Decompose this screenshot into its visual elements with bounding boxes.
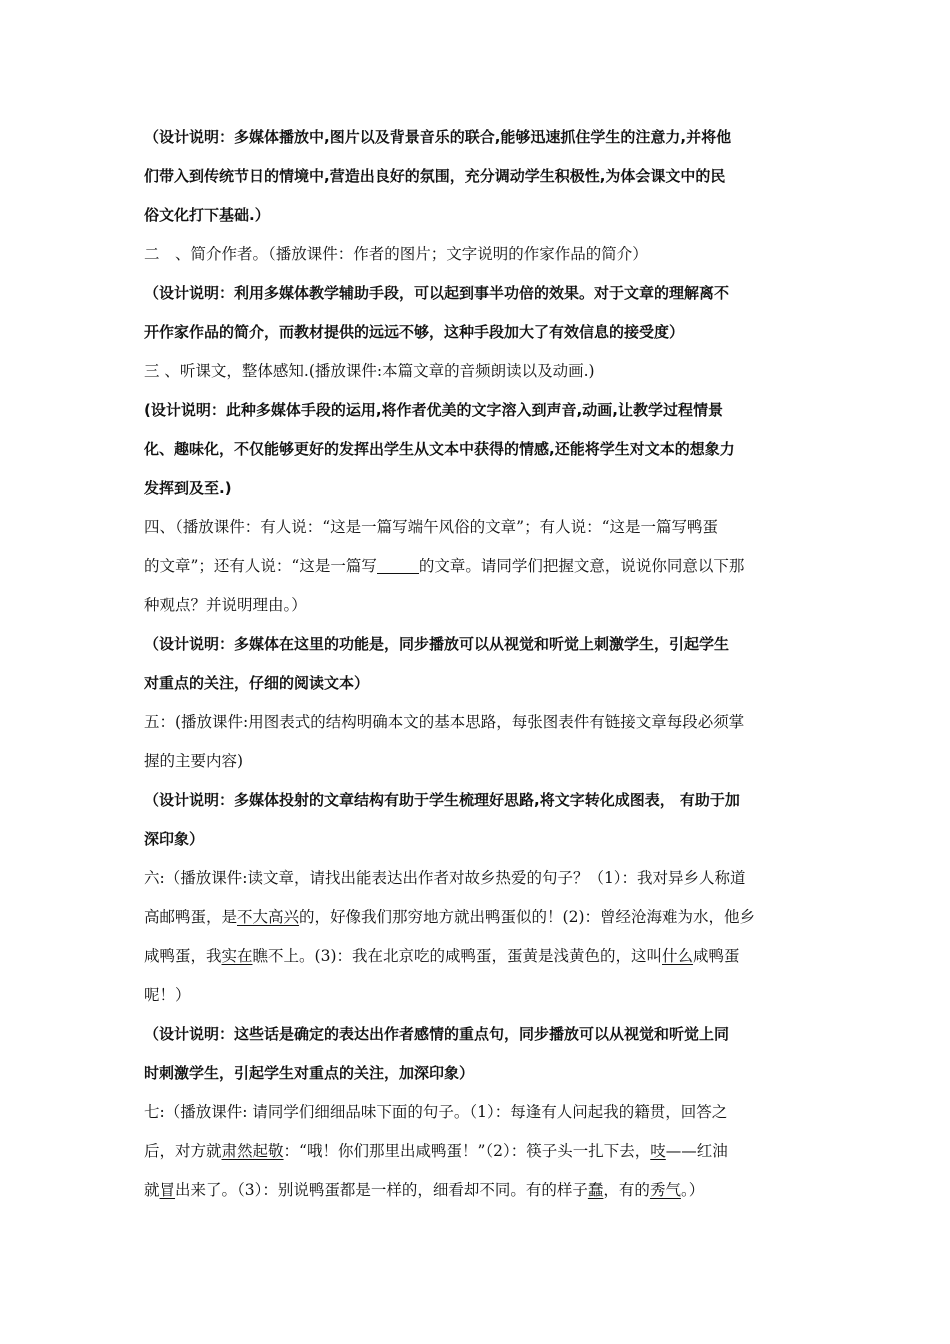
underlined-key-phrase: 冒 (159, 1181, 176, 1199)
design-note-line: （设计说明：多媒体播放中,图片以及背景音乐的联合,能够迅速抓住学生的注意力,并将他 (144, 128, 732, 146)
fill-in-blank (377, 555, 419, 574)
design-note-line: （设计说明：这些话是确定的表达出作者感情的重点句，同步播放可以从视觉和听觉上同 (144, 1025, 730, 1043)
text-segment: 咸鸭蛋 (693, 947, 740, 965)
underlined-key-phrase: 蠢 (587, 1181, 604, 1199)
lesson-step-line: 六:（播放课件:读文章，请找出能表达出作者对故乡热爱的句子？（1）：我对异乡人称道 (144, 869, 746, 887)
text-segment: 。） (680, 1181, 705, 1199)
lesson-step-line: 四、（播放课件：有人说：“这是一篇写端午风俗的文章”；有人说：“这是一篇写鸭蛋 (144, 518, 719, 536)
text-segment: 就 (144, 1181, 160, 1199)
lesson-step-line: 二 、简介作者。（播放课件：作者的图片；文字说明的作家作品的简介） (144, 245, 648, 263)
lesson-step-line (144, 937, 808, 976)
lesson-step-line: 七:（播放课件: 请同学们细细品味下面的句子。（1）：每逢有人问起我的籍贯，回答之 (144, 1103, 728, 1121)
text-segment: ：“哦！你们那里出咸鸭蛋！”（2）：筷子头一扎下去， (283, 1142, 651, 1160)
lesson-step-line: 三 、听课文，整体感知.(播放课件:本篇文章的音频朗读以及动画.) (144, 362, 595, 380)
lesson-step-line: 呢！） (144, 986, 191, 1004)
text-segment: 后，对方就 (144, 1142, 222, 1160)
text-segment: ，有的 (603, 1181, 650, 1199)
underlined-key-phrase: 什么 (662, 947, 694, 965)
design-note-line: 们带入到传统节日的情境中,营造出良好的氛围，充分调动学生积极性,为体会课文中的民 (144, 167, 726, 185)
design-note-line: 俗文化打下基础.） (144, 206, 270, 224)
underlined-key-phrase: 实在 (221, 947, 253, 965)
document-body (144, 118, 808, 1210)
lesson-step-line (144, 898, 808, 937)
design-note-line: 深印象） (144, 830, 205, 848)
design-note-line: 化、趣味化，不仅能够更好的发挥出学生从文本中获得的情感,还能将学生对文本的想象力 (144, 440, 735, 458)
design-note-line: 时刺激学生，引起学生对重点的关注，加深印象） (144, 1064, 475, 1082)
lesson-step-line (144, 1132, 808, 1171)
lesson-step-line: 五：(播放课件:用图表式的结构明确本文的基本思路，每张图表件有链接文章每段必须掌 (144, 713, 745, 731)
design-note-line: （设计说明：利用多媒体教学辅助手段，可以起到事半功倍的效果。对于文章的理解离不 (144, 284, 730, 302)
text-segment: 咸鸭蛋，我 (144, 947, 222, 965)
design-note-line: 对重点的关注，仔细的阅读文本） (144, 674, 370, 692)
text-segment: 的，好像我们那穷地方就出鸭蛋似的！(2)：曾经沧海难为水，他乡 (299, 908, 755, 926)
lesson-step-line (144, 1171, 808, 1210)
lesson-step-line: 种观点？并说明理由。） (144, 596, 307, 614)
lesson-step-line: 握的主要内容) (144, 752, 244, 770)
text-segment: 瞧不上。(3)：我在北京吃的咸鸭蛋，蛋黄是浅黄色的，这叫 (252, 947, 662, 965)
text-segment: ——红油 (665, 1142, 728, 1160)
text-segment: 高邮鸭蛋，是 (144, 908, 238, 926)
text-segment: 出来了。（3）：别说鸭蛋都是一样的，细看却不同。有的样子 (175, 1181, 588, 1199)
underlined-key-phrase: 不大高兴 (237, 908, 300, 926)
blank-suffix-text: 的文章。请同学们把握文意，说说你同意以下那 (418, 557, 745, 575)
design-note-line: 发挥到及至.) (144, 479, 232, 497)
design-note-line: （设计说明：多媒体投射的文章结构有助于学生梳理好思路,将文字转化成图表， 有助于加 (144, 791, 740, 809)
design-note-line: 开作家作品的简介，而教材提供的远远不够，这种手段加大了有效信息的接受度） (144, 323, 685, 341)
underlined-key-phrase: 秀气 (649, 1181, 681, 1199)
design-note-line: (设计说明：此种多媒体手段的运用,将作者优美的文字溶入到声音,动画,让教学过程情景 (144, 401, 723, 419)
underlined-key-phrase: 肃然起敬 (221, 1142, 284, 1160)
design-note-line: （设计说明：多媒体在这里的功能是，同步播放可以从视觉和听觉上刺激学生，引起学生 (144, 635, 730, 653)
underlined-key-phrase: 吱 (650, 1142, 666, 1160)
lesson-step-line: 的文章”；还有人说：“这是一篇写 的文章。请同学们把握文意，说说你同意以下那 (144, 557, 745, 575)
